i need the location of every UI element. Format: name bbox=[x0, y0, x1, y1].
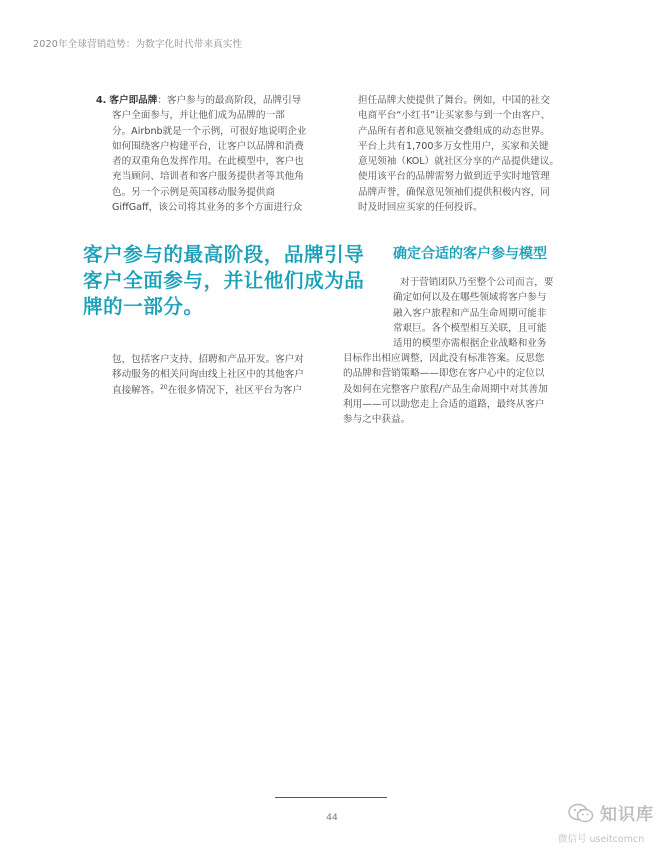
text-line: 分。Airbnb就是一个示例，可很好地说明企业 bbox=[112, 125, 307, 137]
watermark bbox=[558, 800, 654, 845]
text-line: 色。另一个示例是英国移动服务提供商 bbox=[112, 186, 276, 198]
text-line: 对于营销团队乃至整个公司而言，要 bbox=[400, 277, 554, 288]
text-line: 移动服务的相关问询由线上社区中的其他客户 bbox=[112, 369, 304, 381]
text-line: 品牌声誉，确保意见领袖们提供积极内容，同 bbox=[358, 186, 550, 198]
watermark-title: 知识库 bbox=[600, 805, 654, 825]
text-line: 意见领袖（KOL）就社区分享的产品提供建议。 bbox=[358, 156, 559, 168]
text-line: 平台上共有1,700多万女性用户，买家和关键 bbox=[358, 140, 549, 152]
text-line: 如何围绕客户构建平台，让客户以品牌和消费 bbox=[112, 140, 304, 152]
section-paragraph-indented bbox=[393, 275, 554, 351]
text-line: 利用——可以助您走上合适的道路，最终从客户 bbox=[343, 398, 545, 410]
item-term: 客户即品牌 bbox=[109, 95, 158, 106]
pull-quote-line: 客户参与的最高阶段，品牌引导 bbox=[83, 243, 365, 266]
pull-quote bbox=[83, 242, 364, 320]
text-line: 确定如何以及在哪些领域将客户参与 bbox=[393, 292, 547, 304]
watermark-subtitle: 微信号 useitcomcn bbox=[558, 834, 645, 845]
text-line: 充当顾问、培训者和客户服务提供者等其他角 bbox=[112, 171, 304, 183]
wechat-icon bbox=[568, 803, 594, 823]
text-line: 目标作出相应调整，因此没有标准答案。反思您 bbox=[343, 353, 545, 364]
text-segment: 直接解答。 bbox=[112, 384, 160, 396]
text-line: 使用该平台的品牌需努力做到近乎实时地管理 bbox=[358, 171, 550, 183]
footnote-marker: 20 bbox=[159, 383, 168, 391]
text-line: 产品所有者和意见领袖交叠组成的动态世界。 bbox=[358, 125, 550, 137]
footer-rule bbox=[275, 797, 387, 798]
text-line: 及如何在完整客户旅程/产品生命周期中对其善加 bbox=[343, 383, 548, 395]
text-line: GiffGaff，该公司将其业务的多个方面进行众 bbox=[112, 202, 303, 214]
text-line: 常艰巨。各个模型相互关联，且可能 bbox=[393, 322, 547, 334]
text-line: 担任品牌大使提供了舞台。例如，中国的社交 bbox=[358, 95, 550, 106]
page-number: 44 bbox=[326, 813, 338, 823]
pull-quote-line: 客户全面参与，并让他们成为品 bbox=[83, 269, 365, 292]
item-first-line-text: ：客户参与的最高阶段，品牌引导 bbox=[157, 95, 302, 106]
text-line: 电商平台“小红书”让买家参与到一个由客户、 bbox=[358, 110, 551, 122]
running-header: 2020年全球营销趋势：为数字化时代带来真实性 bbox=[33, 39, 243, 50]
item-4-body bbox=[96, 108, 307, 215]
text-line: 包，包括客户支持、招聘和产品开发。客户对 bbox=[112, 354, 304, 365]
section-heading: 确定合适的客户参与模型 bbox=[393, 246, 547, 262]
text-line: 参与之中获益。 bbox=[343, 414, 411, 426]
right-column-paragraph bbox=[358, 93, 559, 215]
pull-quote-line: 牌的一部分。 bbox=[83, 295, 204, 318]
text-line: 融入客户旅程和产品生命周期可能非 bbox=[393, 307, 547, 319]
text-line: 的品牌和营销策略——即您在客户心中的定位以 bbox=[343, 368, 545, 380]
text-line bbox=[112, 383, 304, 398]
text-line: 客户全面参与，并让他们成为品牌的一部 bbox=[112, 110, 285, 122]
section-paragraph-full bbox=[343, 351, 548, 427]
text-line: 时及时回应买家的任何投诉。 bbox=[358, 202, 483, 214]
text-segment: 在很多情况下，社区平台为客户 bbox=[167, 384, 302, 396]
watermark-row bbox=[568, 800, 654, 825]
text-line: 适用的模型亦需根据企业战略和业务 bbox=[393, 338, 547, 350]
continuation-paragraph bbox=[112, 352, 304, 398]
text-line: 者的双重角色发挥作用。在此模型中，客户也 bbox=[112, 156, 304, 168]
item-4-paragraph bbox=[96, 93, 307, 215]
item-4-first-line bbox=[96, 93, 307, 108]
item-number: 4. bbox=[96, 95, 107, 106]
